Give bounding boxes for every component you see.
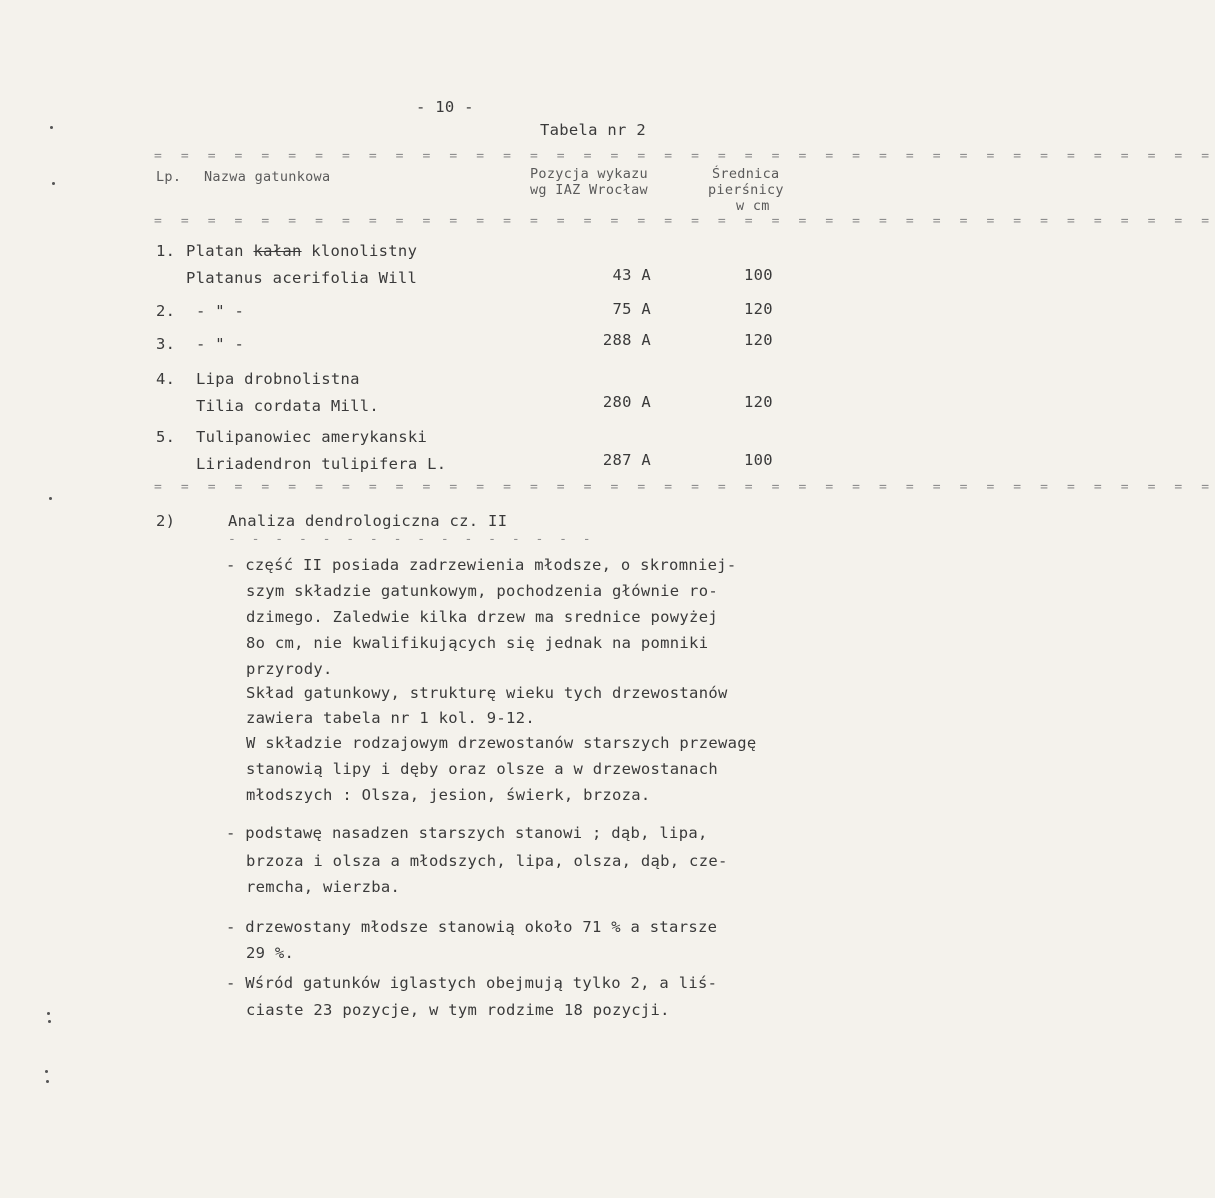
table-row-diameter: 120 <box>744 331 773 349</box>
header-name: Nazwa gatunkowa <box>204 169 331 185</box>
table-row-lp: 2. <box>156 302 176 320</box>
margin-mark <box>45 1070 48 1073</box>
table-row-diameter: 100 <box>744 451 773 469</box>
text-line: - podstawę nasadzen starszych stanowi ; dąb, lipa, <box>226 824 708 842</box>
text-line: młodszych : Olsza, jesion, świerk, brzoza. <box>246 786 651 804</box>
header-diameter: Średnica <box>712 166 780 182</box>
text-line: dzimego. Zaledwie kilka drzew ma srednice powyżej <box>246 608 718 626</box>
table-row-latin: Liriadendron tulipifera L. <box>196 455 447 473</box>
separator-line: = = = = = = = = = = = = = = = = = = = = = = = = = = = = = = = = = = = = = = = = <box>154 480 1215 495</box>
table-row-lp: 4. <box>156 370 176 388</box>
text-line: 8o cm, nie kwalifikujących się jednak na pomniki <box>246 634 709 652</box>
table-row-position: 75 A <box>612 300 651 318</box>
table-title: Tabela nr 2 <box>540 121 646 139</box>
margin-mark <box>47 1012 50 1015</box>
text-line: 29 %. <box>246 944 295 962</box>
text-line: Skład gatunkowy, strukturę wieku tych drzewostanów <box>246 684 728 702</box>
text-line: stanowią lipy i dęby oraz olsze a w drzewostanach <box>246 760 718 778</box>
struck-word: kałan <box>253 242 302 260</box>
margin-mark <box>46 1080 49 1083</box>
table-row-latin: Tilia cordata Mill. <box>196 397 380 415</box>
margin-mark <box>50 126 53 129</box>
table-row-name <box>186 242 417 260</box>
text-line: - drzewostany młodsze stanowią około 71 % a starsze <box>226 918 718 936</box>
table-row-diameter: 120 <box>744 393 773 411</box>
header-position-sub: wg IAZ Wrocław <box>530 182 648 198</box>
header-position: Pozycja wykazu <box>530 166 648 182</box>
page-number: - 10 - <box>416 98 474 116</box>
text-line: - Wśród gatunków iglastych obejmują tylko 2, a liś- <box>226 974 718 992</box>
margin-mark <box>52 182 55 185</box>
table-row-name: Lipa drobnolistna <box>196 370 360 388</box>
name-text: Platan <box>186 242 244 260</box>
text-line: W składzie rodzajowym drzewostanów starszych przewagę <box>246 734 757 752</box>
header-diameter-sub: pierśnicy <box>708 182 784 198</box>
table-row-name: Tulipanowiec amerykanski <box>196 428 428 446</box>
table-row-lp: 5. <box>156 428 176 446</box>
text-line: szym składzie gatunkowym, pochodzenia głównie ro- <box>246 582 718 600</box>
table-row-diameter: 120 <box>744 300 773 318</box>
table-row-lp: 3. <box>156 335 176 353</box>
section-number: 2) <box>156 512 176 530</box>
table-row-name: - " - <box>196 302 245 320</box>
margin-mark <box>48 1020 51 1023</box>
text-line: przyrody. <box>246 660 333 678</box>
table-row-latin: Platanus acerifolia Will <box>186 269 418 287</box>
separator-line: = = = = = = = = = = = = = = = = = = = = = = = = = = = = = = = = = = = = = = = = <box>154 214 1215 229</box>
margin-mark <box>49 497 52 500</box>
section-title: Analiza dendrologiczna cz. II <box>228 512 508 530</box>
separator-line: = = = = = = = = = = = = = = = = = = = = = = = = = = = = = = = = = = = = = = = = <box>154 149 1215 164</box>
table-row-position: 280 A <box>602 393 651 411</box>
table-row-position: 43 A <box>612 266 651 284</box>
header-lp: Lp. <box>156 169 182 185</box>
header-diameter-unit: w cm <box>736 198 770 214</box>
text-line: - część II posiada zadrzewienia młodsze, o skromniej- <box>226 556 737 574</box>
text-line: zawiera tabela nr 1 kol. 9-12. <box>246 709 535 727</box>
table-row-diameter: 100 <box>744 266 773 284</box>
text-line: ciaste 23 pozycje, w tym rodzime 18 pozycji. <box>246 1001 670 1019</box>
table-row-name: - " - <box>196 335 245 353</box>
table-row-lp: 1. <box>156 242 176 260</box>
text-line: remcha, wierzba. <box>246 878 401 896</box>
table-row-position: 288 A <box>602 331 651 349</box>
text-line: brzoza i olsza a młodszych, lipa, olsza, dąb, cze- <box>246 852 728 870</box>
section-underline: - - - - - - - - - - - - - - - - <box>228 532 595 547</box>
table-row-position: 287 A <box>602 451 651 469</box>
name-text: klonolistny <box>311 242 418 260</box>
